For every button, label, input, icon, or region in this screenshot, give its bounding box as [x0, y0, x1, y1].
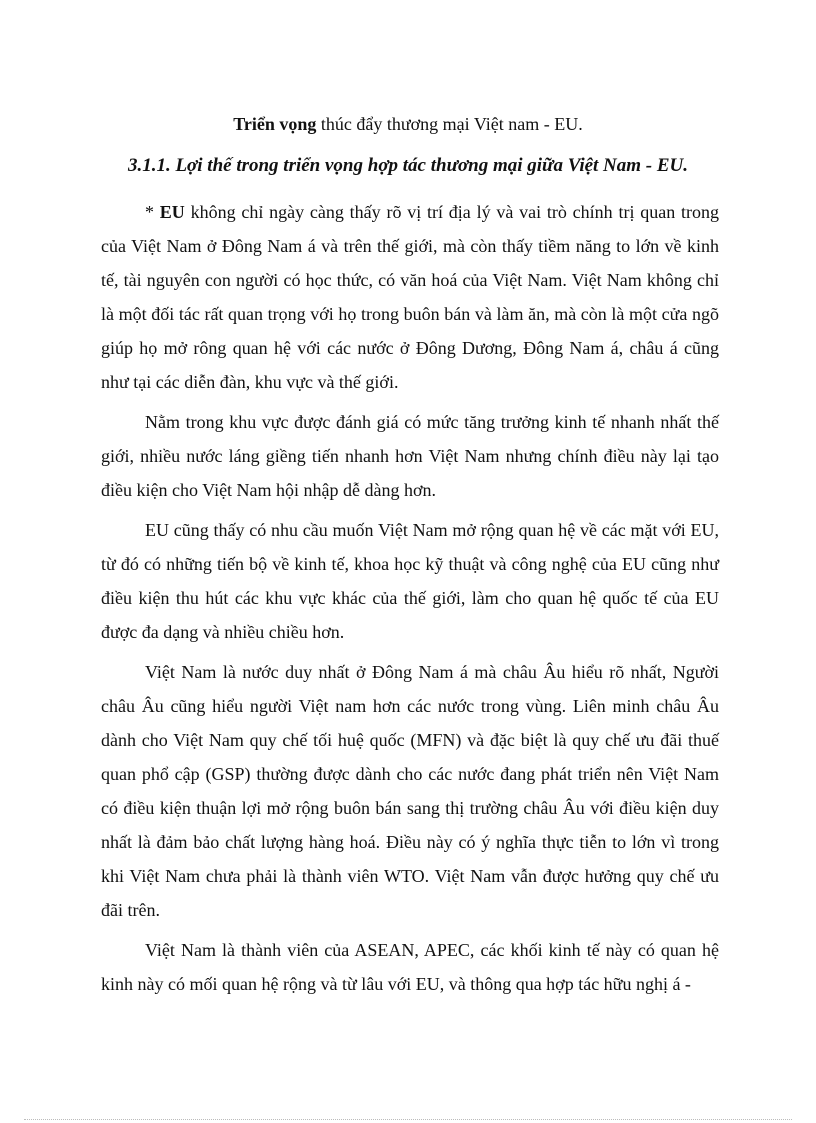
section-heading: 3.1.1. Lợi thế trong triển vọng hợp tác thương mại giữa Việt Nam - EU.	[127, 155, 689, 176]
page-bottom-rule	[24, 1119, 792, 1120]
paragraph-1-lead-bold: EU	[159, 202, 185, 222]
page-title-rest: thúc đẩy thương mại Việt nam - EU.	[316, 114, 583, 134]
paragraph-5: Việt Nam là thành viên của ASEAN, APEC, các khối kinh tế này có quan hệ kinh này có mối quan hệ rộng và từ lâu với EU, và thông qua hợp tác hữu nghị á -	[101, 940, 719, 994]
page-title	[0, 113, 816, 135]
document-body	[101, 195, 719, 1001]
paragraph-1	[101, 195, 719, 399]
paragraph-1-text: không chỉ ngày càng thấy rõ vị trí địa lý và vai trò chính trị quan trong của Việt Nam ở Đông Nam á và trên thế giới, mà còn thấy tiềm năng to lớn về kinh tế, tài nguyên con người có học thức, có văn hoá của Việt Nam. Việt Nam không chỉ là một đối tác rất quan trọng với họ trong buôn bán và làm ăn, mà còn là một cửa ngõ giúp họ mở rông quan hệ với các nước ở Đông Dương, Đông Nam á, châu á cũng như tại các diễn đàn, khu vực và thế giới.	[101, 202, 719, 392]
paragraph-3: EU cũng thấy có nhu cầu muốn Việt Nam mở rộng quan hệ về các mặt với EU, từ đó có những tiến bộ về kinh tế, khoa học kỹ thuật và công nghệ của EU cũng như điều kiện thu hút các khu vực khác của thế giới, làm cho quan hệ quốc tế của EU được đa dạng và nhiều chiều hơn.	[101, 520, 719, 642]
paragraph-4: Việt Nam là nước duy nhất ở Đông Nam á mà châu Âu hiểu rõ nhất, Người châu Âu cũng hiểu người Việt nam hơn các nước trong vùng. Liên minh châu Âu dành cho Việt Nam quy chế tối huệ quốc (MFN) và đặc biệt là quy chế ưu đãi thuế quan phổ cập (GSP) thường được dành cho các nước đang phát triển nên Việt Nam có điều kiện thuận lợi mở rộng buôn bán sang thị trường châu Âu với điều kiện duy nhất là đảm bảo chất lượng hàng hoá. Điều này có ý nghĩa thực tiễn to lớn vì trong khi Việt Nam chưa phải là thành viên WTO. Việt Nam vẫn được hưởng quy chế ưu đãi trên.	[101, 662, 719, 920]
paragraph-1-lead: *	[145, 202, 160, 222]
page-title-bold: Triển vọng	[233, 114, 317, 134]
paragraph-2: Nằm trong khu vực được đánh giá có mức tăng trưởng kinh tế nhanh nhất thế giới, nhiều nước láng giềng tiến nhanh hơn Việt Nam nhưng chính điều này lại tạo điều kiện cho Việt Nam hội nhập dễ dàng hơn.	[101, 412, 719, 500]
